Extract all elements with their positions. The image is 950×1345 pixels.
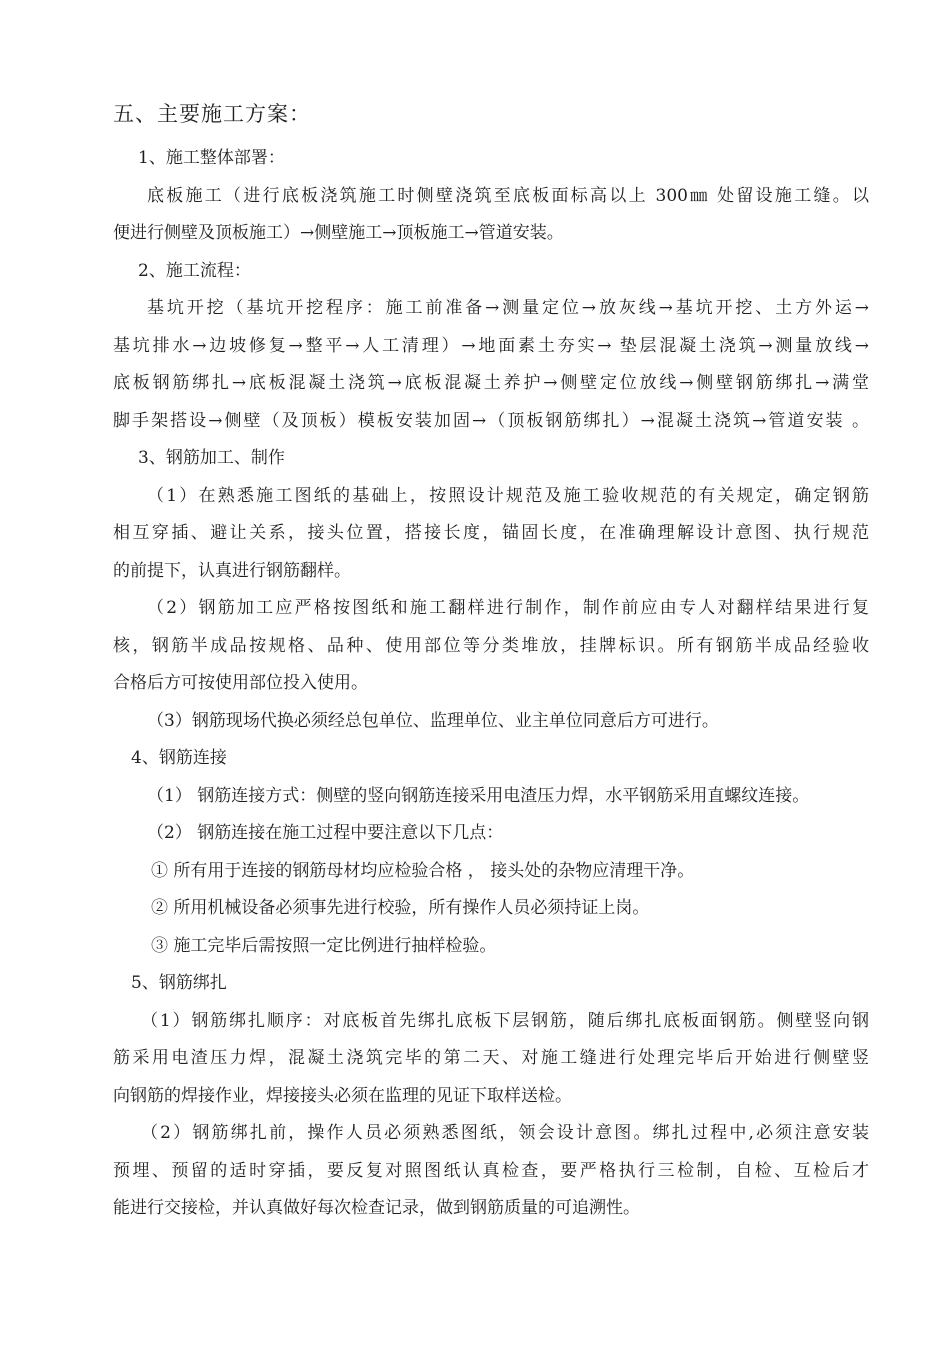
paragraph-line: 底板钢筋绑扎→底板混凝土浇筑→底板混凝土养护→侧壁定位放线→侧壁钢筋绑扎→满堂 [113,373,869,393]
paragraph-line: 向钢筋的焊接作业，焊接接头必须在监理的见证下取样送检。 [113,1085,572,1106]
paragraph-line: 基坑排水→边坡修复→整平→人工清理）→地面素土夯实→ 垫层混凝土浇筑→测量放线→ [113,335,869,356]
paragraph-line: 的前提下，认真进行钢筋翻样。 [113,560,351,581]
document-body [113,96,869,1228]
paragraph-line: （3）钢筋现场代换必须经总包单位、监理单位、业主单位同意后方可进行。 [147,710,719,731]
paragraph-line: 合格后方可按使用部位投入使用。 [113,673,368,693]
heading-1: 1、施工整体部署： [138,148,285,168]
paragraph-line: 能进行交接检，并认真做好每次检查记录，做到钢筋质量的可追溯性。 [113,1198,640,1218]
paragraph-line: 预埋、预留的适时穿插，要反复对照图纸认真检查，要严格执行三检制，自检、互检后才 [113,1160,869,1181]
heading-4: 4、钢筋连接 [131,748,227,768]
paragraph-line: 相互穿插、避让关系，接头位置，搭接长度，锚固长度，在准确理解设计意图、执行规范 [113,523,869,543]
list-item: ① 所有用于连接的钢筋母材均应检验合格 ， 接头处的杂物应清理干净。 [151,860,695,881]
list-item: ② 所用机械设备必须事先进行校验，所有操作人员必须持证上岗。 [151,898,650,918]
paragraph-line: 基坑开挖（基坑开挖程序：施工前准备→测量定位→放灰线→基坑开挖、土方外运→ [147,298,869,318]
heading-2: 2、施工流程： [138,260,251,281]
paragraph-line: 便进行侧壁及顶板施工）→侧壁施工→顶板施工→管道安装。 [113,223,564,243]
paragraph-line: 核，钢筋半成品按规格、品种、使用部位等分类堆放，挂牌标识。所有钢筋半成品经验收 [113,635,869,656]
section-title: 五、主要施工方案： [113,102,311,126]
paragraph-line: 筋采用电渣压力焊，混凝土浇筑完毕的第二天、对施工缝进行处理完毕后开始进行侧壁竖 [113,1048,869,1068]
paragraph-line: （2）钢筋加工应严格按图纸和施工翻样进行制作，制作前应由专人对翻样结果进行复 [147,598,869,618]
paragraph-line: （1） 钢筋连接方式：侧壁的竖向钢筋连接采用电渣压力焊，水平钢筋采用直螺纹连接。 [147,785,810,806]
paragraph-line: （1）在熟悉施工图纸的基础上，按照设计规范及施工验收规范的有关规定，确定钢筋 [147,485,869,506]
heading-5: 5、钢筋绑扎 [131,973,227,993]
heading-3: 3、钢筋加工、制作 [138,448,285,468]
paragraph-line: （2）钢筋绑扎前，操作人员必须熟悉图纸，领会设计意图。绑扎过程中,必须注意安装 [141,1123,869,1143]
list-item: ③ 施工完毕后需按照一定比例进行抽样检验。 [151,935,497,956]
paragraph-line: （2） 钢筋连接在施工过程中要注意以下几点： [147,823,504,843]
paragraph-line: （1）钢筋绑扎顺序：对底板首先绑扎底板下层钢筋，随后绑扎底板面钢筋。侧壁竖向钢 [141,1010,869,1031]
paragraph-line: 底板施工（进行底板浇筑施工时侧壁浇筑至底板面标高以上 300㎜ 处留设施工缝。以 [147,185,869,206]
paragraph-line: 脚手架搭设→侧壁（及顶板）模板安装加固→（顶板钢筋绑扎）→混凝土浇筑→管道安装 。 [113,410,869,431]
